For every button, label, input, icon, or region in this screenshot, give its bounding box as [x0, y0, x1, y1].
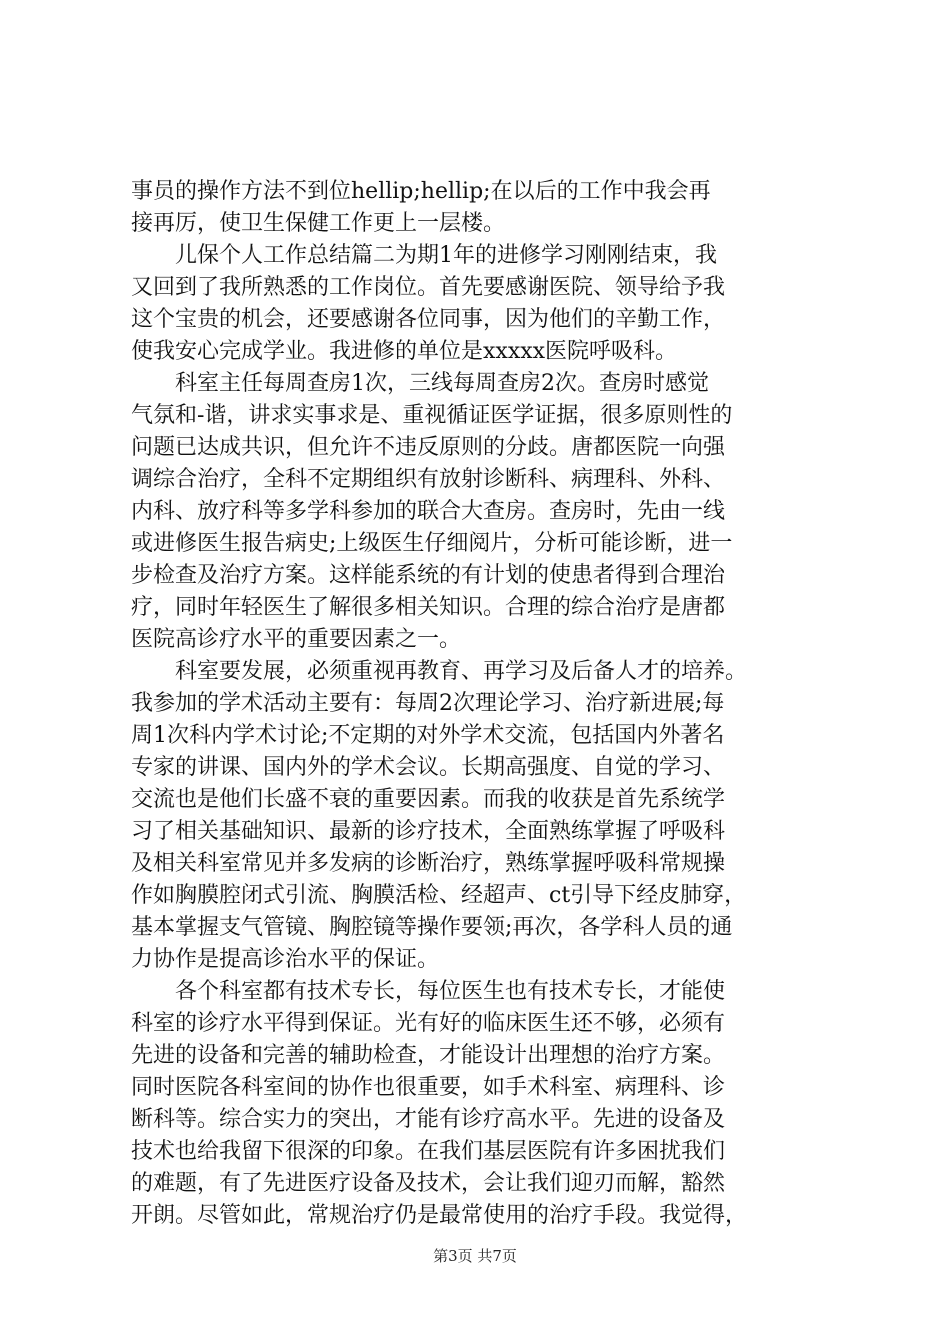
text-line: 技术也给我留下很深的印象。在我们基层医院有许多困扰我们 [131, 1139, 726, 1164]
text-line: 力协作是提高诊治水平的保证。 [131, 947, 440, 972]
text-line: 儿保个人工作总结篇二为期1年的进修学习刚刚结束，我 [131, 243, 717, 268]
text-line: 内科、放疗科等多学科参加的联合大查房。查房时，先由一线 [131, 499, 726, 524]
text-line: 使我安心完成学业。我进修的单位是xxxxx医院呼吸科。 [131, 339, 678, 364]
text-line: 先进的设备和完善的辅助检查，才能设计出理想的治疗方案。 [131, 1043, 726, 1068]
text-line: 周1次科内学术讨论;不定期的对外学术交流，包括国内外著名 [131, 723, 725, 748]
page-footer: 第3页 共7页 [433, 1247, 517, 1265]
text-line: 这个宝贵的机会，还要感谢各位同事，因为他们的辛勤工作， [131, 307, 726, 332]
text-line: 步检查及治疗方案。这样能系统的有计划的使患者得到合理治 [131, 563, 726, 588]
text-line: 疗，同时年轻医生了解很多相关知识。合理的综合治疗是唐都 [131, 595, 726, 620]
text-line: 事员的操作方法不到位hellip;hellip;在以后的工作中我会再 [131, 179, 711, 204]
text-line: 作如胸膜腔闭式引流、胸膜活检、经超声、ct引导下经皮肺穿， [131, 883, 747, 908]
text-line: 的难题，有了先进医疗设备及技术，会让我们迎刃而解，豁然 [131, 1171, 726, 1196]
text-line: 习了相关基础知识、最新的诊疗技术，全面熟练掌握了呼吸科 [131, 819, 726, 844]
text-line: 我参加的学术活动主要有：每周2次理论学习、治疗新进展;每 [131, 691, 725, 716]
text-line: 专家的讲课、国内外的学术会议。长期高强度、自觉的学习、 [131, 755, 726, 780]
text-line: 科室主任每周查房1次，三线每周查房2次。查房时感觉 [131, 371, 709, 396]
text-line: 同时医院各科室间的协作也很重要，如手术科室、病理科、诊 [131, 1075, 726, 1100]
text-line: 气氛和-谐，讲求实事求是、重视循证医学证据，很多原则性的 [131, 403, 733, 428]
text-line: 又回到了我所熟悉的工作岗位。首先要感谢医院、领导给予我 [131, 275, 726, 300]
text-line: 基本掌握支气管镜、胸腔镜等操作要领;再次，各学科人员的通 [131, 915, 733, 940]
text-line: 开朗。尽管如此，常规治疗仍是最常使用的治疗手段。我觉得， [131, 1203, 748, 1228]
text-line: 医院高诊疗水平的重要因素之一。 [131, 627, 462, 652]
text-line: 或进修医生报告病史;上级医生仔细阅片，分析可能诊断，进一 [131, 531, 733, 556]
text-line: 交流也是他们长盛不衰的重要因素。而我的收获是首先系统学 [131, 787, 726, 812]
document-body [131, 176, 831, 1232]
text-line: 问题已达成共识，但允许不违反原则的分歧。唐都医院一向强 [131, 435, 726, 460]
text-line: 及相关科室常见并多发病的诊断治疗，熟练掌握呼吸科常规操 [131, 851, 726, 876]
text-line: 调综合治疗，全科不定期组织有放射诊断科、病理科、外科、 [131, 467, 726, 492]
text-line: 科室要发展，必须重视再教育、再学习及后备人才的培养。 [131, 659, 748, 684]
text-line: 各个科室都有技术专长，每位医生也有技术专长，才能使 [131, 979, 726, 1004]
text-line: 断科等。综合实力的突出，才能有诊疗高水平。先进的设备及 [131, 1107, 726, 1132]
text-line: 接再厉，使卫生保健工作更上一层楼。 [131, 211, 506, 236]
text-line: 科室的诊疗水平得到保证。光有好的临床医生还不够，必须有 [131, 1011, 726, 1036]
